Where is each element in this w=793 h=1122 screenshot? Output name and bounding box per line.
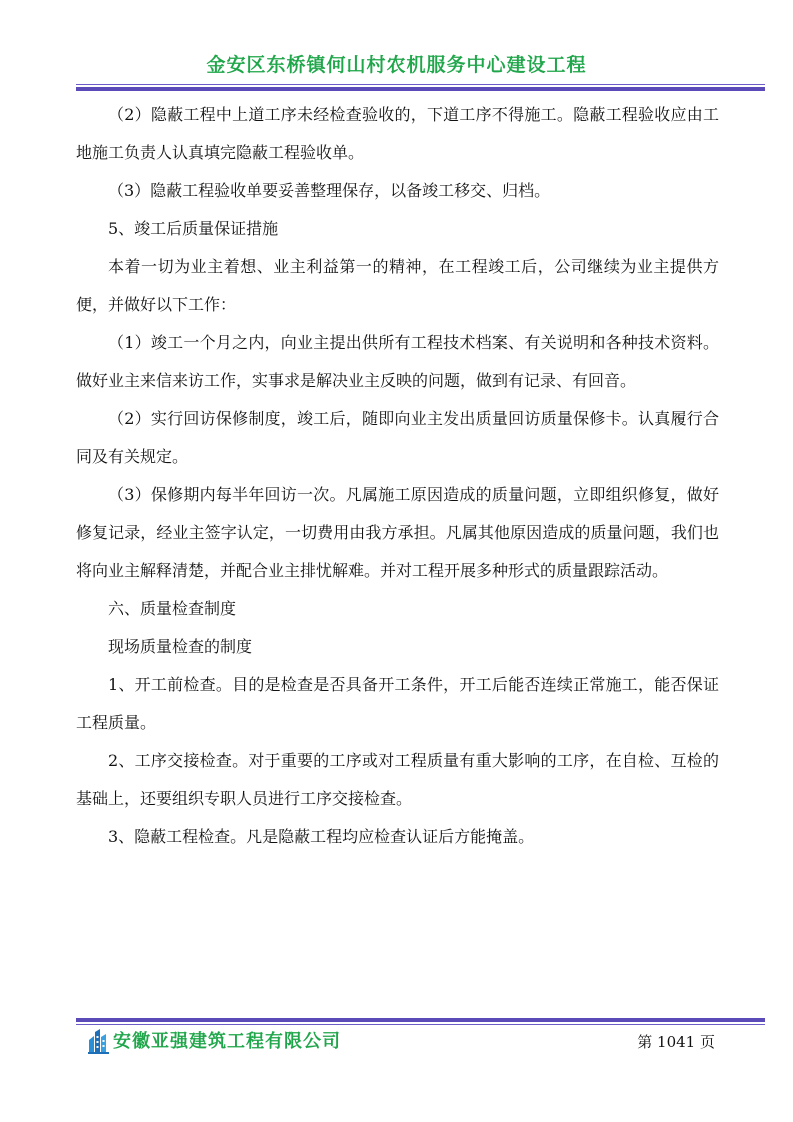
paragraph: 本着一切为业主着想、业主利益第一的精神，在工程竣工后，公司继续为业主提供方便，并做好以下工作： [76, 257, 719, 314]
paragraph: （3）保修期内每半年回访一次。凡属施工原因造成的质量问题，立即组织修复，做好修复记录，经业主签字认定，一切费用由我方承担。凡属其他原因造成的质量问题，我们也将向业主解释清楚，并配合业主排忧解难。并对工程开展多种形式的质量跟踪活动。 [76, 485, 719, 580]
footer-rule-thin [76, 1024, 765, 1025]
footer-rule-thick [76, 1018, 765, 1022]
footer-company-name: 安徽亚强建筑工程有限公司 [113, 1031, 341, 1052]
paragraph: （2）实行回访保修制度，竣工后，随即向业主发出质量回访质量保修卡。认真履行合同及有关规定。 [76, 409, 719, 466]
paragraph: 现场质量检查的制度 [108, 637, 253, 656]
header-rule-thin [76, 84, 765, 85]
paragraph: （2）隐蔽工程中上道工序未经检查验收的，下道工序不得施工。隐蔽工程验收应由工地施工负责人认真填完隐蔽工程验收单。 [76, 105, 719, 162]
document-body [76, 96, 719, 856]
paragraph: （3）隐蔽工程验收单要妥善整理保存，以备竣工移交、归档。 [108, 181, 551, 200]
paragraph: 3、隐蔽工程检查。凡是隐蔽工程均应检查认证后方能掩盖。 [108, 827, 535, 846]
section-heading: 5、竣工后质量保证措施 [108, 219, 279, 238]
page-number: 第 1041 页 [637, 1033, 715, 1051]
paragraph: 1、开工前检查。目的是检查是否具备开工条件，开工后能否连续正常施工，能否保证工程质量。 [76, 675, 719, 732]
paragraph: （1）竣工一个月之内，向业主提出供所有工程技术档案、有关说明和各种技术资料。做好业主来信来访工作，实事求是解决业主反映的问题，做到有记录、有回音。 [76, 333, 719, 390]
building-logo-icon [88, 1028, 110, 1054]
header-title: 金安区东桥镇何山村农机服务中心建设工程 [206, 54, 587, 76]
paragraph: 2、工序交接检查。对于重要的工序或对工程质量有重大影响的工序，在自检、互检的基础上，还要组织专职人员进行工序交接检查。 [76, 751, 719, 808]
section-heading: 六、质量检查制度 [108, 599, 237, 618]
header-rule-thick [76, 87, 765, 91]
